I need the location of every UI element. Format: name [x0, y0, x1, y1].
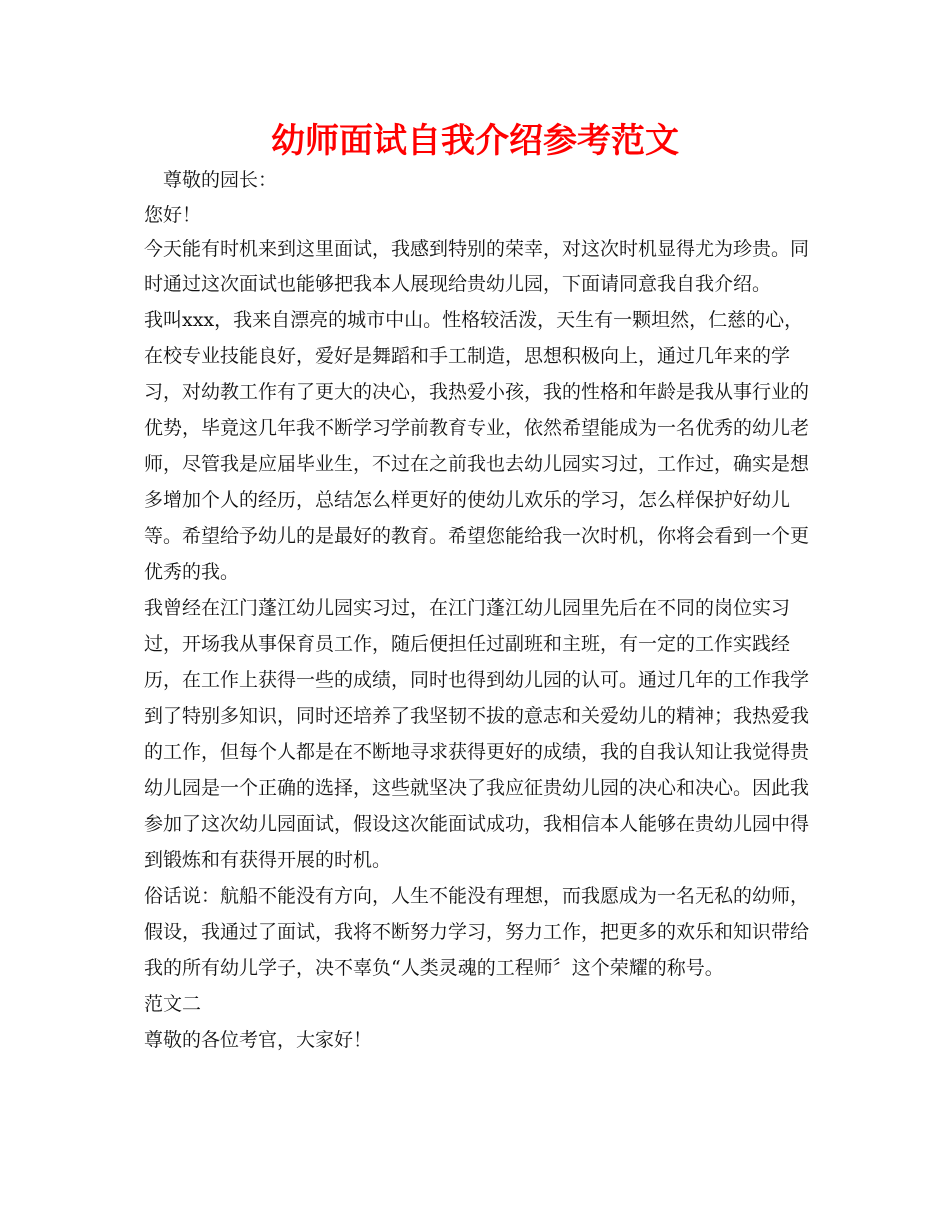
section-heading: 范文二 — [144, 993, 202, 1015]
text-line: 我的所有幼儿学子，决不辜负“人类灵魂的工程师〞这个荣耀的称号。 — [144, 957, 724, 979]
document-title: 幼师面试自我介绍参考范文 — [271, 121, 679, 161]
text-line: 假设，我通过了面试，我将不断努力学习，努力工作，把更多的欢乐和知识带给 — [144, 921, 810, 943]
text-line: 的工作，但每个人都是在不断地寻求获得更好的成绩，我的自我认知让我觉得贵 — [144, 741, 810, 763]
text-line: 习，对幼教工作有了更大的决心，我热爱小孩，我的性格和年龄是我从事行业的 — [144, 381, 810, 403]
text-line: 俗话说：航船不能没有方向，人生不能没有理想，而我愿成为一名无私的幼师， — [144, 885, 810, 907]
text-line: 参加了这次幼儿园面试，假设这次能面试成功，我相信本人能够在贵幼儿园中得 — [144, 813, 810, 835]
text-line: 我叫xxx，我来自漂亮的城市中山。性格较活泼，天生有一颗坦然，仁慈的心， — [144, 309, 804, 331]
text-line: 尊敬的各位考官，大家好！ — [144, 1029, 373, 1051]
text-line: 过，开场我从事保育员工作，随后便担任过副班和主班，有一定的工作实践经 — [144, 633, 791, 655]
text-line: 在校专业技能良好，爱好是舞蹈和手工制造，思想积极向上，通过几年来的学 — [144, 345, 791, 367]
text-line: 多增加个人的经历，总结怎么样更好的使幼儿欢乐的学习，怎么样保护好幼儿 — [144, 489, 791, 511]
text-line: 师，尽管我是应届毕业生，不过在之前我也去幼儿园实习过，工作过，确实是想 — [144, 453, 810, 475]
text-line: 时通过这次面试也能够把我本人展现给贵幼儿园，下面请同意我自我介绍。 — [144, 273, 772, 295]
text-line: 优势，毕竟这几年我不断学习学前教育专业，依然希望能成为一名优秀的幼儿老 — [144, 417, 810, 439]
text-line: 到锻炼和有获得开展的时机。 — [144, 849, 392, 871]
text-line: 优秀的我。 — [144, 561, 240, 583]
text-line: 今天能有时机来到这里面试，我感到特别的荣幸，对这次时机显得尤为珍贵。同 — [144, 238, 810, 260]
salutation: 尊敬的园长： — [163, 169, 278, 191]
greeting: 您好！ — [144, 204, 202, 226]
text-line: 等。希望给予幼儿的是最好的教育。希望您能给我一次时机，你将会看到一个更 — [144, 525, 810, 547]
text-line: 幼儿园是一个正确的选择，这些就坚决了我应征贵幼儿园的决心和决心。因此我 — [144, 777, 810, 799]
text-line: 到了特别多知识，同时还培养了我坚韧不拔的意志和关爱幼儿的精神；我热爱我 — [144, 705, 810, 727]
text-line: 历，在工作上获得一些的成绩，同时也得到幼儿园的认可。通过几年的工作我学 — [144, 669, 810, 691]
text-line: 我曾经在江门蓬江幼儿园实习过，在江门蓬江幼儿园里先后在不同的岗位实习 — [144, 597, 791, 619]
